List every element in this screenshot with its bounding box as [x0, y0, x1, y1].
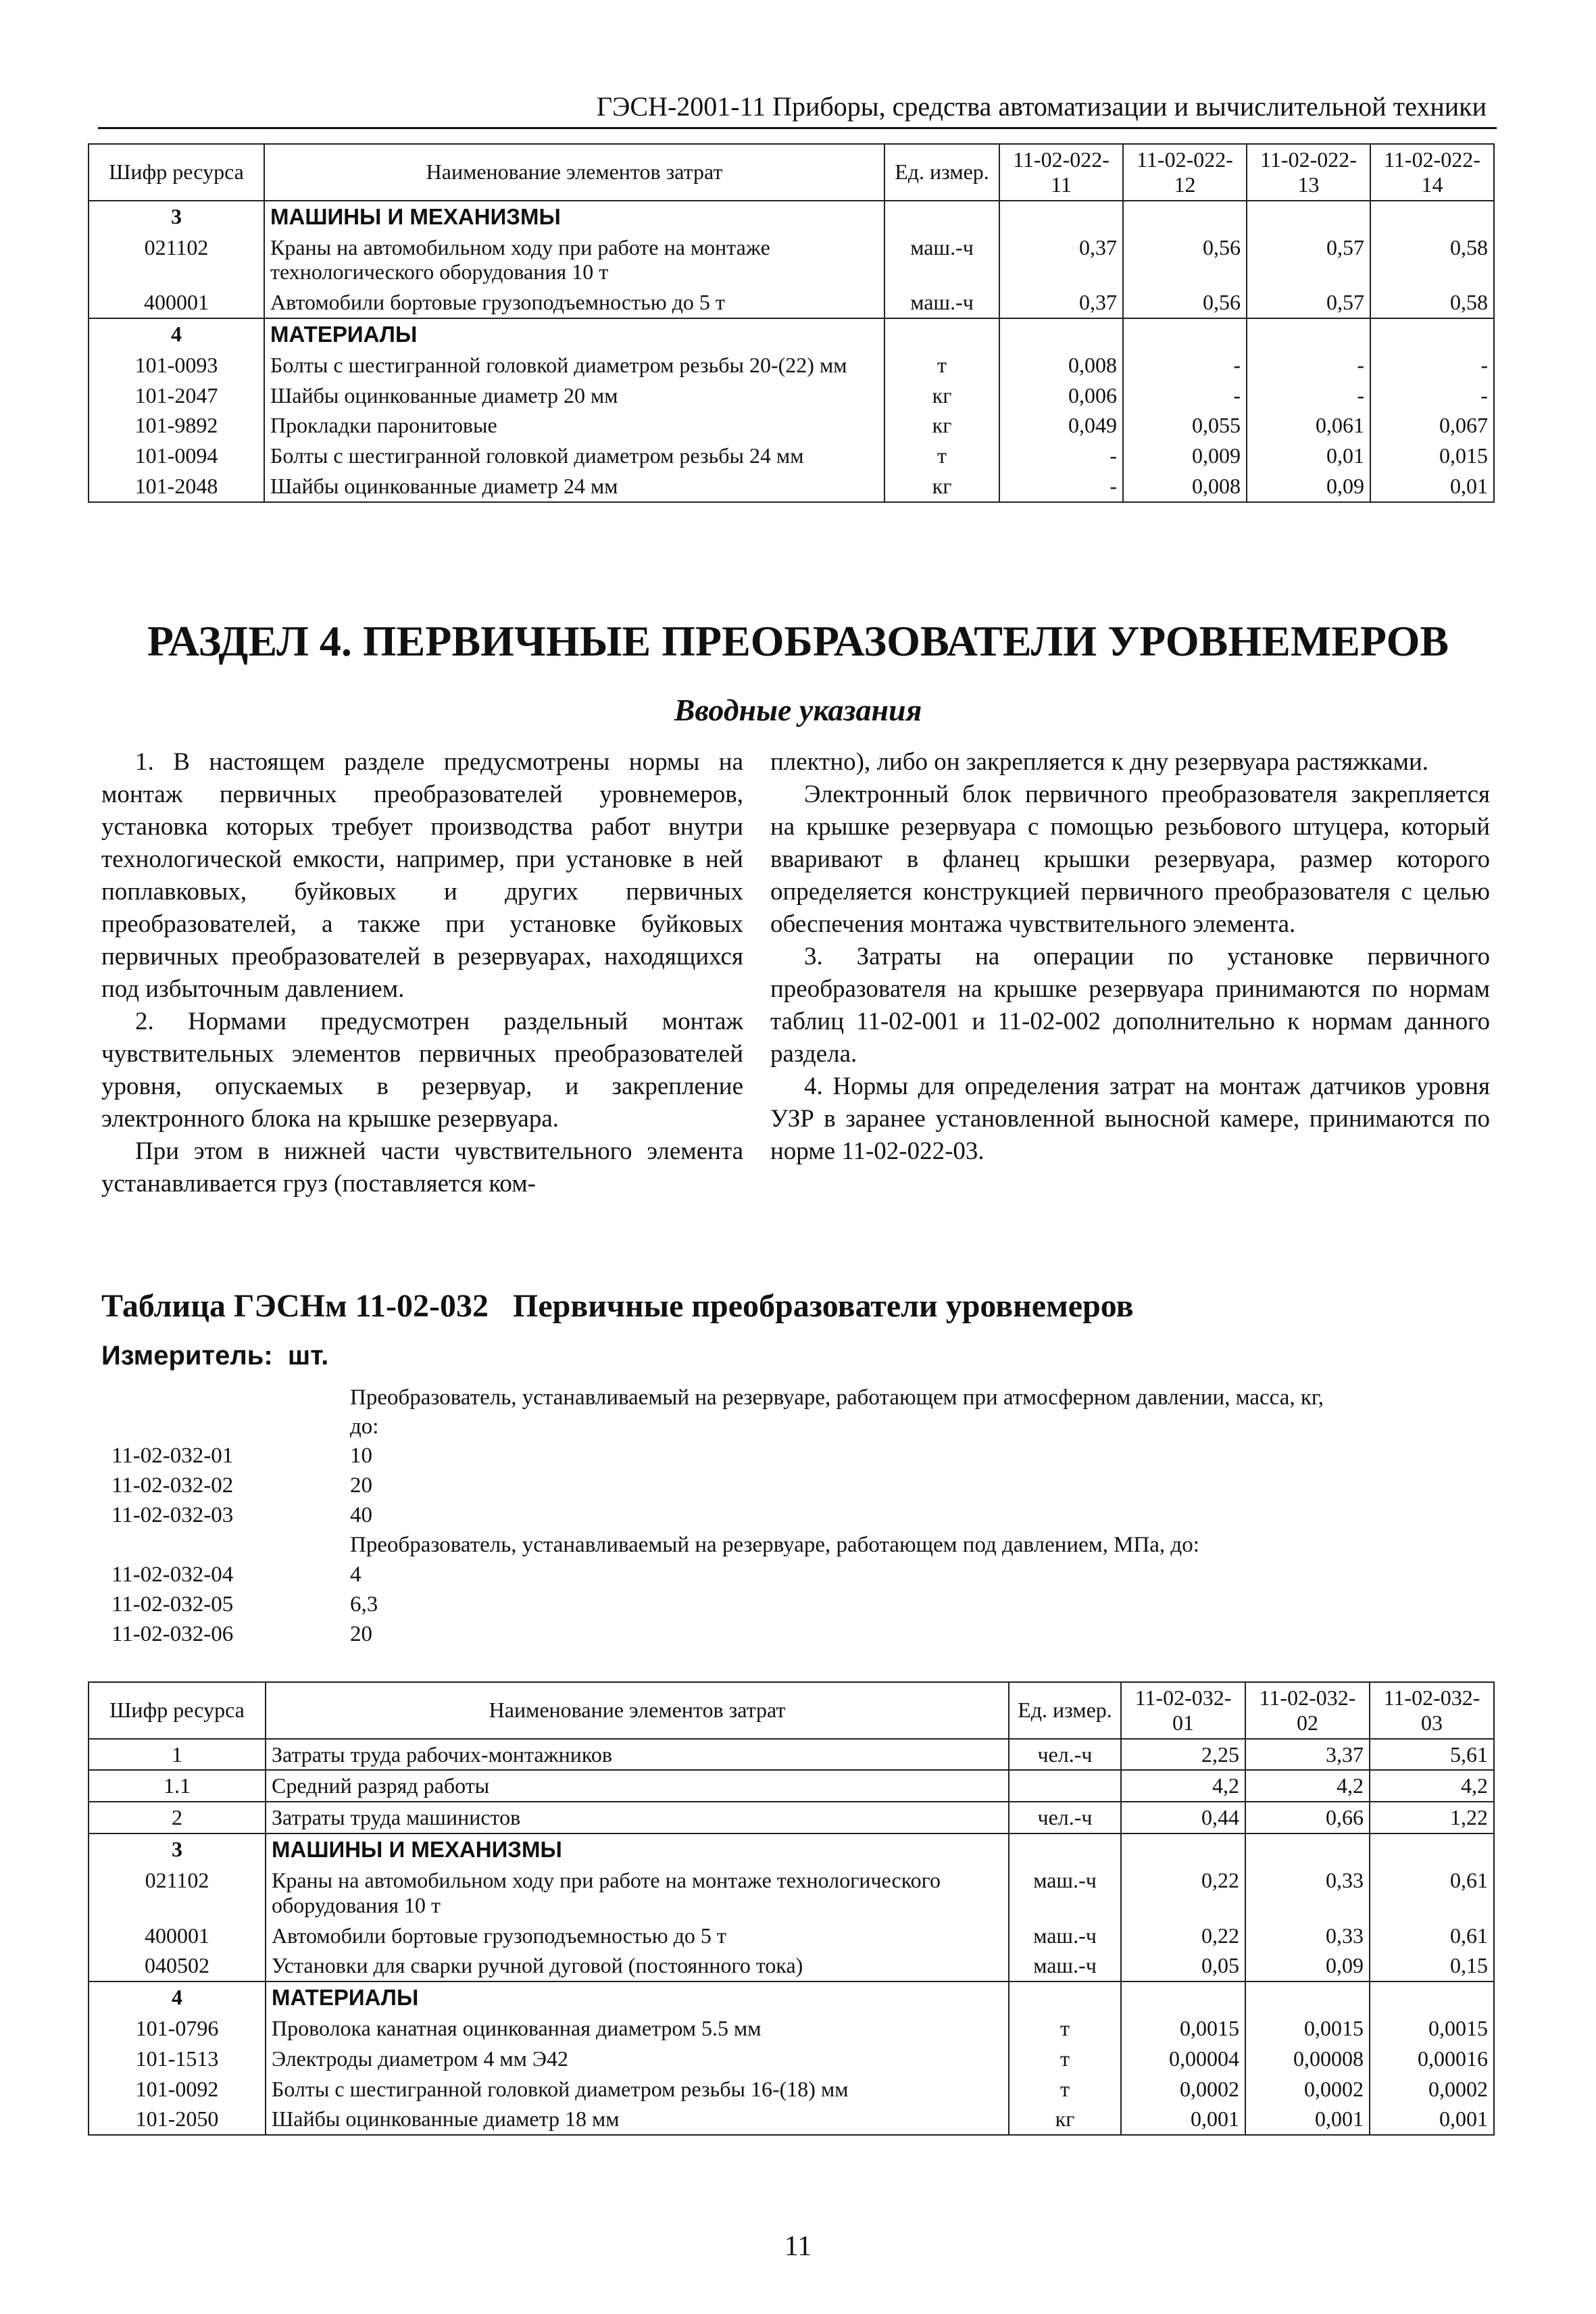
- unit-of-measure: [1009, 1770, 1121, 1802]
- cost-element-name: Прокладки паронитовые: [264, 410, 884, 441]
- unit-of-measure: кг: [1009, 2104, 1121, 2135]
- resource-code: 021102: [89, 232, 264, 288]
- norm-value-cell: 0,37: [999, 232, 1123, 288]
- table-row: [89, 471, 1494, 502]
- unit-of-measure: кг: [884, 471, 999, 502]
- empty-cell: [884, 318, 999, 350]
- column-header: 11-02-032-03: [1370, 1682, 1494, 1739]
- section-code: 4: [89, 318, 264, 350]
- table-row: [89, 1865, 1494, 1921]
- empty-cell: [1247, 318, 1370, 350]
- norm-value-cell: 0,00004: [1121, 2044, 1245, 2074]
- unit-of-measure: т: [1009, 2013, 1121, 2044]
- section-row: [89, 318, 1494, 350]
- norm-value-cell: 0,37: [999, 287, 1123, 318]
- norm-value-cell: 0,009: [1123, 441, 1247, 471]
- cost-element-name: Затраты труда рабочих-монтажников: [266, 1739, 1009, 1771]
- cost-element-name: Электроды диаметром 4 мм Э42: [266, 2044, 1009, 2074]
- empty-cell: [1009, 1981, 1121, 2013]
- unit-of-measure: т: [1009, 2044, 1121, 2074]
- intro-paragraph: Электронный блок первичного преобразователя закрепляется на крышке резервуара с помощью резьбового штуцера, который вваривают в фланец крышки резервуара, размер которого определяется конструкцией первичного преобразователя с целью обеспечения монтажа чувствительного элемента.: [770, 781, 1490, 938]
- cost-element-name: Краны на автомобильном ходу при работе на монтаже технологического оборудования 10 т: [264, 232, 884, 288]
- cost-element-name: Средний разряд работы: [266, 1770, 1009, 1802]
- resource-code: 101-0094: [89, 441, 264, 471]
- resource-code: 1: [89, 1739, 266, 1771]
- cost-element-name: Автомобили бортовые грузоподъемностью до 5 т: [264, 287, 884, 318]
- cost-element-name: Затраты труда машинистов: [266, 1802, 1009, 1833]
- norm-value-cell: 0,0002: [1245, 2074, 1370, 2104]
- resource-code: 101-0093: [89, 350, 264, 380]
- column-header: Шифр ресурса: [89, 144, 264, 201]
- column-header: 11-02-032-01: [1121, 1682, 1245, 1739]
- norm-value-cell: 0,44: [1121, 1802, 1245, 1833]
- norm-value-cell: 0,09: [1245, 1950, 1370, 1981]
- table-row: [89, 2104, 1494, 2135]
- section-code: 3: [89, 1833, 266, 1865]
- resource-table-2: [88, 1681, 1495, 2136]
- intro-paragraph: плектно), либо он закрепляется к дну резервуара растяжками.: [770, 748, 1429, 776]
- intro-paragraph: При этом в нижней части чувствительного элемента устанавливается груз (поставляется ком-: [101, 1137, 743, 1198]
- resource-code: 101-2047: [89, 380, 264, 411]
- table-row: [89, 1739, 1494, 1771]
- empty-cell: [999, 201, 1123, 232]
- empty-cell: [1370, 318, 1494, 350]
- section-row: [89, 1833, 1494, 1865]
- table-row: [89, 1950, 1494, 1981]
- norm-value: 20: [350, 1622, 372, 1646]
- column-header: Ед. измер.: [884, 144, 999, 201]
- norm-value-cell: 0,22: [1121, 1865, 1245, 1921]
- norm-value-cell: 1,22: [1370, 1802, 1494, 1833]
- unit-of-measure: т: [884, 350, 999, 380]
- cost-element-name: Болты с шестигранной головкой диаметром резьбы 16-(18) мм: [266, 2074, 1009, 2104]
- table-header-row: [89, 1682, 1494, 1739]
- norm-group-description: Преобразователь, устанавливаемый на резервуаре, работающем под давлением, МПа, до:: [350, 1533, 1199, 1557]
- norm-value-cell: 0,001: [1370, 2104, 1494, 2135]
- norm-value-cell: 0,00008: [1245, 2044, 1370, 2074]
- norm-code: 11-02-032-06: [111, 1622, 234, 1646]
- section-name: МАТЕРИАЛЫ: [266, 1981, 1009, 2013]
- section-name: МАТЕРИАЛЫ: [264, 318, 884, 350]
- norm-value-cell: 0,61: [1370, 1921, 1494, 1951]
- norm-code: 11-02-032-03: [111, 1503, 234, 1527]
- cost-element-name: Шайбы оцинкованные диаметр 20 мм: [264, 380, 884, 411]
- unit-of-measure: чел.-ч: [1009, 1739, 1121, 1771]
- norm-value: 6,3: [350, 1592, 378, 1617]
- norm-value-cell: 0,33: [1245, 1921, 1370, 1951]
- intro-title: Вводные указания: [674, 693, 922, 727]
- norm-group-description: Преобразователь, устанавливаемый на резервуаре, работающем при атмосферном давлении, масса, кг,: [350, 1385, 1324, 1410]
- column-header: 11-02-022-12: [1123, 144, 1247, 201]
- table-row: [89, 350, 1494, 380]
- norm-value-cell: 0,055: [1123, 410, 1247, 441]
- norm-value-cell: 5,61: [1370, 1739, 1494, 1771]
- empty-cell: [1370, 1833, 1494, 1865]
- empty-cell: [1123, 201, 1247, 232]
- section-row: [89, 201, 1494, 232]
- norm-value-cell: 0,33: [1245, 1865, 1370, 1921]
- norm-value-cell: 3,37: [1245, 1739, 1370, 1771]
- norm-value-cell: -: [999, 471, 1123, 502]
- norm-value-cell: -: [1247, 350, 1370, 380]
- norm-value-cell: 0,66: [1245, 1802, 1370, 1833]
- norm-value-cell: 0,0015: [1121, 2013, 1245, 2044]
- cost-element-name: Шайбы оцинкованные диаметр 24 мм: [264, 471, 884, 502]
- norm-value-cell: -: [1370, 350, 1494, 380]
- norm-value-cell: 0,01: [1370, 471, 1494, 502]
- resource-table-1: [88, 143, 1495, 503]
- norm-value: 4: [350, 1562, 361, 1587]
- page-number: 11: [784, 2231, 812, 2262]
- table-row: [89, 441, 1494, 471]
- norm-value-cell: 0,049: [999, 410, 1123, 441]
- norm-group-description-continuation: до:: [350, 1414, 379, 1439]
- norm-value-cell: 0,57: [1247, 287, 1370, 318]
- intro-paragraph: 2. Нормами предусмотрен раздельный монтаж чувствительных элементов первичных преобразователей уровня, опускаемых в резервуар, и закрепление электронного блока на крышке резервуара.: [101, 1008, 743, 1133]
- table-row: [89, 1802, 1494, 1833]
- norm-value-cell: 0,56: [1123, 287, 1247, 318]
- intro-paragraph: 4. Нормы для определения затрат на монтаж датчиков уровня УЗР в заранее установленной выносной камере, принимаются по норме 11-02-022-03.: [770, 1073, 1490, 1165]
- resource-code: 400001: [89, 287, 264, 318]
- column-header: 11-02-032-02: [1245, 1682, 1370, 1739]
- norm-value-cell: 0,0015: [1370, 2013, 1494, 2044]
- empty-cell: [1370, 201, 1494, 232]
- empty-cell: [1123, 318, 1247, 350]
- empty-cell: [1121, 1833, 1245, 1865]
- column-header: Наименование элементов затрат: [266, 1682, 1009, 1739]
- norm-code: 11-02-032-04: [111, 1562, 234, 1587]
- resource-code: 400001: [89, 1921, 266, 1951]
- norm-value-cell: -: [1123, 350, 1247, 380]
- resource-code: 101-1513: [89, 2044, 266, 2074]
- resource-code: 101-0092: [89, 2074, 266, 2104]
- unit-of-measure: маш.-ч: [884, 287, 999, 318]
- norm-value-cell: 0,15: [1370, 1950, 1494, 1981]
- norm-value-cell: 0,001: [1245, 2104, 1370, 2135]
- unit-of-measure: маш.-ч: [884, 232, 999, 288]
- norm-value-cell: 0,05: [1121, 1950, 1245, 1981]
- norm-value-cell: 0,61: [1370, 1865, 1494, 1921]
- norm-code: 11-02-032-05: [111, 1592, 234, 1617]
- empty-cell: [1245, 1833, 1370, 1865]
- norm-code: 11-02-032-01: [111, 1444, 234, 1468]
- resource-code: 1.1: [89, 1770, 266, 1802]
- resource-code: 2: [89, 1802, 266, 1833]
- norm-code: 11-02-032-02: [111, 1473, 234, 1498]
- norm-value-cell: -: [1370, 380, 1494, 411]
- unit-of-measure: т: [1009, 2074, 1121, 2104]
- empty-cell: [1121, 1981, 1245, 2013]
- norm-value-cell: 0,067: [1370, 410, 1494, 441]
- measure-unit: Измеритель: шт.: [101, 1341, 329, 1371]
- table-row: [89, 2074, 1494, 2104]
- norm-value-cell: 2,25: [1121, 1739, 1245, 1771]
- column-header: Наименование элементов затрат: [264, 144, 884, 201]
- norm-value-cell: 4,2: [1121, 1770, 1245, 1802]
- norm-value-cell: 0,008: [1123, 471, 1247, 502]
- norm-value-cell: 0,008: [999, 350, 1123, 380]
- norm-value-cell: -: [999, 441, 1123, 471]
- norm-value-cell: 0,0002: [1370, 2074, 1494, 2104]
- section-title: РАЗДЕЛ 4. ПЕРВИЧНЫЕ ПРЕОБРАЗОВАТЕЛИ УРОВНЕМЕРОВ: [147, 617, 1449, 665]
- norm-value-cell: 4,2: [1245, 1770, 1370, 1802]
- empty-cell: [884, 201, 999, 232]
- table-header-row: [89, 144, 1494, 201]
- unit-of-measure: маш.-ч: [1009, 1865, 1121, 1921]
- intro-paragraph: 1. В настоящем разделе предусмотрены нормы на монтаж первичных преобразователей уровнемеров, установка которых требует производства работ внутри технологической емкости, например, при установке в ней поплавковых, буйковых и других первичных преобразователей, а также при установке буйковых первичных преобразователей в резервуарах, находящихся под избыточным давлением.: [101, 748, 743, 1003]
- norm-value-cell: 0,56: [1123, 232, 1247, 288]
- table-row: [89, 1770, 1494, 1802]
- resource-code: 040502: [89, 1950, 266, 1981]
- column-header: 11-02-022-11: [999, 144, 1123, 201]
- unit-of-measure: чел.-ч: [1009, 1802, 1121, 1833]
- intro-left-column: [101, 746, 743, 1200]
- unit-of-measure: т: [884, 441, 999, 471]
- section-name: МАШИНЫ И МЕХАНИЗМЫ: [266, 1833, 1009, 1865]
- empty-cell: [1245, 1981, 1370, 2013]
- unit-of-measure: маш.-ч: [1009, 1950, 1121, 1981]
- resource-code: 101-2050: [89, 2104, 266, 2135]
- unit-of-measure: кг: [884, 410, 999, 441]
- empty-cell: [999, 318, 1123, 350]
- running-header: ГЭСН-2001-11 Приборы, средства автоматизации и вычислительной техники: [596, 91, 1487, 122]
- norm-value-cell: -: [1123, 380, 1247, 411]
- cost-element-name: Болты с шестигранной головкой диаметром резьбы 20-(22) мм: [264, 350, 884, 380]
- norm-value: 10: [350, 1444, 372, 1468]
- table-row: [89, 1921, 1494, 1951]
- norm-value-cell: 0,001: [1121, 2104, 1245, 2135]
- norm-value: 40: [350, 1503, 372, 1527]
- section-name: МАШИНЫ И МЕХАНИЗМЫ: [264, 201, 884, 232]
- norm-value-cell: 0,57: [1247, 232, 1370, 288]
- table-row: [89, 2013, 1494, 2044]
- section-code: 3: [89, 201, 264, 232]
- norm-value-cell: 0,015: [1370, 441, 1494, 471]
- table-row: [89, 2044, 1494, 2074]
- unit-of-measure: кг: [884, 380, 999, 411]
- column-header: 11-02-022-13: [1247, 144, 1370, 201]
- section-code: 4: [89, 1981, 266, 2013]
- norm-value-cell: 0,22: [1121, 1921, 1245, 1951]
- table-row: [89, 287, 1494, 318]
- empty-cell: [1009, 1833, 1121, 1865]
- cost-element-name: Краны на автомобильном ходу при работе на монтаже технологического оборудования 10 т: [266, 1865, 1009, 1921]
- norm-value-cell: 0,01: [1247, 441, 1370, 471]
- resource-code: 101-9892: [89, 410, 264, 441]
- column-header: Шифр ресурса: [89, 1682, 266, 1739]
- column-header: 11-02-022-14: [1370, 144, 1494, 201]
- norm-value-cell: 0,58: [1370, 287, 1494, 318]
- empty-cell: [1370, 1981, 1494, 2013]
- column-header: Ед. измер.: [1009, 1682, 1121, 1739]
- resource-code: 101-0796: [89, 2013, 266, 2044]
- norm-value-cell: 0,0015: [1245, 2013, 1370, 2044]
- norm-value-cell: 4,2: [1370, 1770, 1494, 1802]
- cost-element-name: Шайбы оцинкованные диаметр 18 мм: [266, 2104, 1009, 2135]
- table-row: [89, 380, 1494, 411]
- table-row: [89, 410, 1494, 441]
- norm-value-cell: 0,09: [1247, 471, 1370, 502]
- intro-right-column: [770, 746, 1490, 1168]
- empty-cell: [1247, 201, 1370, 232]
- norm-value-cell: 0,061: [1247, 410, 1370, 441]
- cost-element-name: Болты с шестигранной головкой диаметром резьбы 24 мм: [264, 441, 884, 471]
- norm-value: 20: [350, 1473, 372, 1498]
- cost-element-name: Автомобили бортовые грузоподъемностью до 5 т: [266, 1921, 1009, 1951]
- table-caption: Таблица ГЭСНм 11-02-032 Первичные преобразователи уровнемеров: [101, 1288, 1134, 1324]
- norm-value-cell: 0,00016: [1370, 2044, 1494, 2074]
- section-row: [89, 1981, 1494, 2013]
- cost-element-name: Установки для сварки ручной дуговой (постоянного тока): [266, 1950, 1009, 1981]
- unit-of-measure: маш.-ч: [1009, 1921, 1121, 1951]
- cost-element-name: Проволока канатная оцинкованная диаметром 5.5 мм: [266, 2013, 1009, 2044]
- header-rule: [98, 127, 1497, 129]
- norm-value-cell: 0,0002: [1121, 2074, 1245, 2104]
- norm-value-cell: 0,58: [1370, 232, 1494, 288]
- resource-code: 021102: [89, 1865, 266, 1921]
- intro-paragraph: 3. Затраты на операции по установке первичного преобразователя на крышке резервуара принимаются по нормам таблиц 11-02-001 и 11-02-002 дополнительно к нормам данного раздела.: [770, 943, 1490, 1068]
- resource-code: 101-2048: [89, 471, 264, 502]
- norm-value-cell: -: [1247, 380, 1370, 411]
- table-row: [89, 232, 1494, 288]
- norm-value-cell: 0,006: [999, 380, 1123, 411]
